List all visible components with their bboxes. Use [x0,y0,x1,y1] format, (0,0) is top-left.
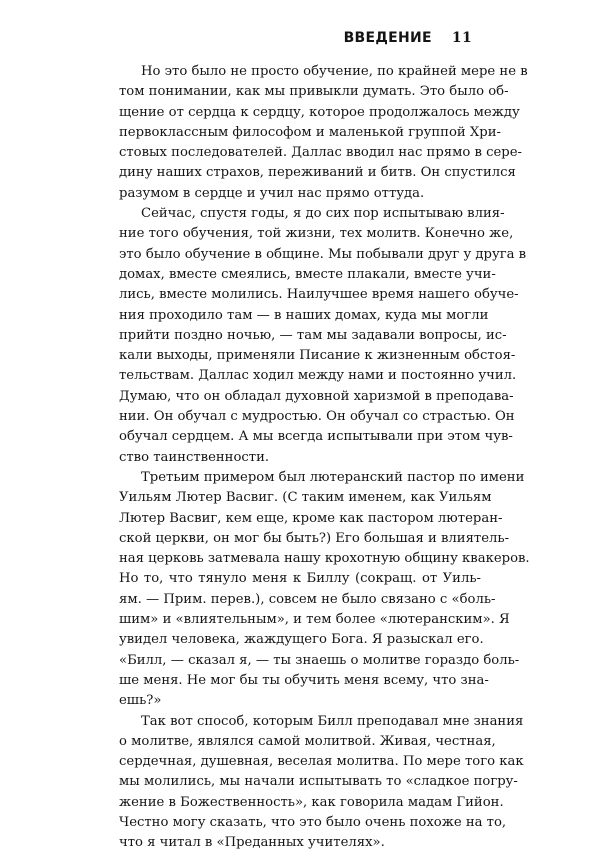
text-line: ешь?» [119,693,162,709]
text-line: что я читал в «Преданных учителях». [119,835,385,851]
text-line: «Билл, — сказал я, — ты знаешь о молитве гораздо боль- [119,652,520,668]
text-line: Третьим примером был лютеранский пастор по имени [141,469,525,485]
text-line: разумом в сердце и учил нас прямо оттуда. [119,185,425,201]
text-line: тельствам. Даллас ходил между нами и постоянно учил. [119,368,517,384]
text-line: Честно могу сказать, что это было очень похоже на то, [119,814,507,830]
text-line: мы молились, мы начали испытывать то «сладкое погру- [119,774,518,790]
text-line: ния проходило там — в наших домах, куда мы могли [119,307,489,323]
text-line: увидел человека, жаждущего Бога. Я разыскал его. [119,632,484,648]
text-line: Лютер Васвиг, кем еще, кроме как пастором лютеран- [119,510,503,526]
text-line: Но то, что тянуло меня к Биллу (сокращ. от Уиль- [119,571,481,587]
text-line: ние того обучения, той жизни, тех молитв. Конечно же, [119,226,514,242]
text-line: том понимании, как мы привыкли думать. Это было об- [119,84,509,100]
paragraph-1 [119,62,528,204]
text-line: о молитве, являлся самой молитвой. Живая, честная, [119,733,496,749]
text-line: щение от сердца к сердцу, которое продолжалось между [119,104,520,120]
text-line: Уильям Лютер Васвиг. (С таким именем, как Уильям [119,490,492,506]
text-line: ям. — Прим. перев.), совсем не было связано с «боль- [119,591,496,607]
text-line: Сейчас, спустя годы, я до сих пор испытываю влия- [141,206,505,222]
text-line: ная церковь затмевала нашу крохотную общину квакеров. [119,551,530,567]
chapter-title: ВВЕДЕНИЕ [343,30,432,46]
page-number: 11 [451,30,472,46]
text-line: домах, вместе смеялись, вместе плакали, вместе учи- [119,266,496,282]
text-line: ше меня. Не мог бы ты обучить меня всему, что зна- [119,672,489,688]
paragraph-4 [119,712,524,854]
text-line: дину наших страхов, переживаний и битв. Он спустился [119,165,516,181]
text-line: прийти поздно ночью, — там мы задавали вопросы, ис- [119,327,507,343]
text-line: сердечная, душевная, веселая молитва. По мере того как [119,754,524,770]
paragraph-3 [119,468,530,712]
text-line: Так вот способ, которым Билл преподавал мне знания [141,713,524,729]
text-line: кали выходы, применяли Писание к жизненным обстоя- [119,348,516,364]
running-header [120,30,472,46]
text-line: стовых последователей. Даллас вводил нас прямо в сере- [119,145,522,161]
text-line: нии. Он обучал с мудростью. Он обучал со страстью. Он [119,409,515,425]
text-line: Но это было не просто обучение, по крайней мере не в [141,64,528,79]
text-line: первоклассным философом и маленькой группой Хри- [119,124,501,140]
text-line: ской церкви, он мог бы быть?) Его большая и влиятель- [119,530,510,546]
text-line: шим» и «влиятельным», и тем более «лютеранским». Я [119,612,510,628]
text-line: жение в Божественность», как говорила мадам Гийон. [119,794,504,810]
text-line: обучал сердцем. А мы всегда испытывали при этом чув- [119,429,513,445]
body-text [119,62,530,854]
text-line: это было обучение в общине. Мы побывали друг у друга в [119,246,527,262]
paragraph-2 [119,204,527,468]
text-line: ство таинственности. [119,449,270,465]
text-line: лись, вместе молились. Наилучшее время нашего обуче- [119,287,519,303]
text-line: Думаю, что он обладал духовной харизмой в преподава- [119,388,514,404]
